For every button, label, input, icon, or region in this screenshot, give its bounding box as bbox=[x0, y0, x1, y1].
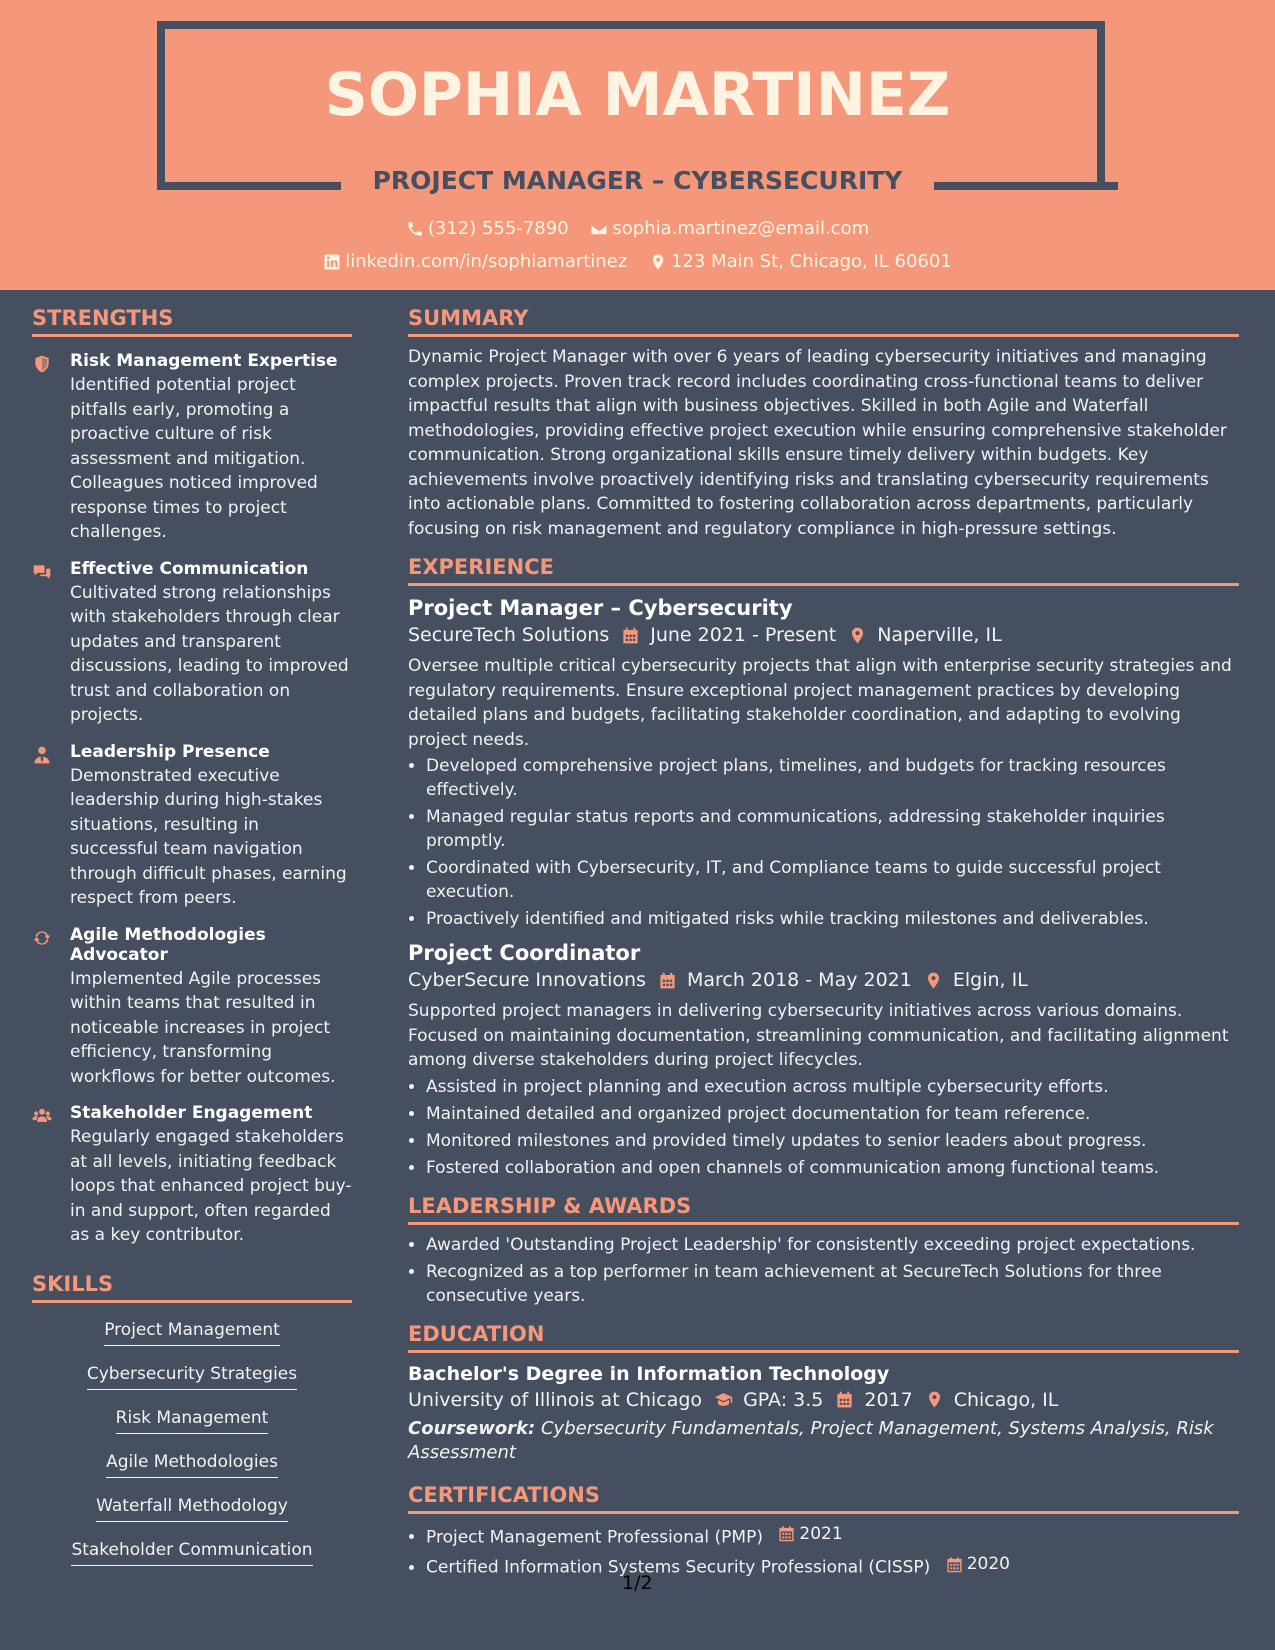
users-icon bbox=[32, 1106, 52, 1126]
strength-item bbox=[32, 925, 352, 1090]
resume-header bbox=[0, 0, 1275, 290]
education-meta bbox=[408, 1389, 1239, 1411]
strength-title: Leadership Presence bbox=[70, 741, 270, 762]
graduation-cap-icon bbox=[714, 1390, 733, 1409]
calendar-icon bbox=[658, 971, 677, 990]
job-meta bbox=[408, 969, 1239, 991]
shield-icon bbox=[32, 354, 52, 374]
certifications-list bbox=[408, 1522, 1239, 1580]
job-bullet: • Coordinated with Cybersecurity, IT, and Compliance teams to guide successful project execution. bbox=[426, 856, 1239, 904]
certification-year: 2021 bbox=[799, 1523, 843, 1544]
job-company: SecureTech Solutions bbox=[408, 624, 610, 646]
strengths-heading: STRENGTHS bbox=[32, 306, 352, 337]
map-marker-icon bbox=[649, 253, 667, 271]
job-entry bbox=[408, 941, 1239, 1180]
job-meta bbox=[408, 624, 1239, 646]
school-name: University of Illinois at Chicago bbox=[408, 1388, 703, 1411]
sync-icon bbox=[32, 928, 52, 948]
strength-item bbox=[32, 351, 352, 545]
skill-item: Cybersecurity Strategies bbox=[87, 1360, 297, 1390]
job-title: Project Manager – Cybersecurity bbox=[408, 596, 793, 620]
candidate-title: PROJECT MANAGER – CYBERSECURITY bbox=[372, 166, 903, 195]
job-location: Elgin, IL bbox=[952, 969, 1028, 991]
degree-title: Bachelor's Degree in Information Technology bbox=[408, 1362, 890, 1385]
job-dates: June 2021 - Present bbox=[650, 624, 837, 646]
strength-title: Stakeholder Engagement bbox=[70, 1103, 313, 1123]
coursework bbox=[408, 1417, 1239, 1465]
job-bullet: • Managed regular status reports and communications, addressing stakeholder inquiries promptly. bbox=[426, 805, 1239, 853]
skill-item: Risk Management bbox=[116, 1404, 269, 1434]
right-column bbox=[408, 306, 1239, 1583]
strength-desc: Regularly engaged stakeholders at all levels, initiating feedback loops that enhanced project buy-in and support, often regarded as a key contributor. bbox=[70, 1127, 352, 1245]
envelope-icon bbox=[590, 220, 608, 238]
certification-year: 2020 bbox=[966, 1554, 1010, 1574]
job-company: CyberSecure Innovations bbox=[408, 969, 646, 991]
skill-item: Waterfall Methodology bbox=[96, 1492, 288, 1522]
strength-item bbox=[32, 1103, 352, 1248]
certification-item bbox=[426, 1552, 1239, 1580]
summary-heading: SUMMARY bbox=[408, 306, 1239, 337]
job-dates: March 2018 - May 2021 bbox=[686, 969, 912, 991]
experience-heading: EXPERIENCE bbox=[408, 555, 1239, 586]
job-bullet: • Assisted in project planning and execution across multiple cybersecurity efforts. bbox=[426, 1075, 1239, 1099]
job-location: Naperville, IL bbox=[877, 624, 1002, 646]
certification-name: Certified Information Systems Security Professional (CISSP) bbox=[426, 1557, 931, 1578]
certification-item bbox=[426, 1522, 1239, 1550]
job-bullet: • Monitored milestones and provided timely updates to senior leaders about progress. bbox=[426, 1129, 1239, 1153]
strength-desc: Implemented Agile processes within teams that resulted in noticeable increases in project efficiency, transforming workflows for better outcomes. bbox=[70, 968, 336, 1087]
skills-list bbox=[32, 1307, 352, 1571]
job-description: Oversee multiple critical cybersecurity projects that align with enterprise security strategies and regulatory requirements. Ensure exceptional project management practices by developing detailed plans and budgets, facilitating stakeholder coordination, and adapting to evolving project needs. bbox=[408, 656, 1232, 750]
strength-desc: Cultivated strong relationships with stakeholders through clear updates and transparent discussions, leading to improved trust and collaboration on projects. bbox=[70, 582, 349, 725]
leadership-heading: LEADERSHIP & AWARDS bbox=[408, 1194, 1239, 1225]
contact-row-2 bbox=[0, 251, 1275, 276]
left-column bbox=[32, 306, 352, 1571]
contact-row-1 bbox=[0, 218, 1275, 243]
graduation-year: 2017 bbox=[864, 1388, 913, 1411]
school-location: Chicago, IL bbox=[953, 1388, 1059, 1411]
certifications-heading: CERTIFICATIONS bbox=[408, 1483, 1239, 1514]
leadership-bullets bbox=[408, 1233, 1239, 1308]
phone-contact: (312) 555-7890 bbox=[406, 218, 569, 239]
strength-desc: Demonstrated executive leadership during high-stakes situations, resulting in successful team navigation through difficult phases, earning respect from peers. bbox=[70, 765, 347, 908]
map-marker-icon bbox=[925, 1390, 944, 1409]
calendar-icon bbox=[621, 626, 640, 645]
strength-title: Agile Methodologies Advocator bbox=[70, 924, 266, 965]
job-bullet: • Fostered collaboration and open channels of communication among functional teams. bbox=[426, 1156, 1239, 1180]
award-bullet: • Awarded 'Outstanding Project Leadership' for consistently exceeding project expectations. bbox=[426, 1233, 1239, 1257]
award-bullet: • Recognized as a top performer in team achievement at SecureTech Solutions for three consecutive years. bbox=[426, 1260, 1239, 1308]
coursework-label: Coursework: bbox=[408, 1417, 536, 1439]
calendar-icon bbox=[835, 1390, 854, 1409]
job-bullet: • Proactively identified and mitigated risks while tracking milestones and deliverables. bbox=[426, 907, 1239, 931]
calendar-icon bbox=[946, 1556, 963, 1573]
education-heading: EDUCATION bbox=[408, 1322, 1239, 1353]
skill-item: Stakeholder Communication bbox=[71, 1536, 312, 1566]
strength-item bbox=[32, 559, 352, 728]
skill-item: Agile Methodologies bbox=[106, 1448, 278, 1478]
map-marker-icon bbox=[848, 626, 867, 645]
strength-title: Risk Management Expertise bbox=[70, 351, 338, 371]
strength-desc: Identified potential project pitfalls early, promoting a proactive culture of risk assessment and mitigation. Colleagues noticed improved response times to project challenges. bbox=[70, 375, 318, 542]
linkedin-contact[interactable]: linkedin.com/in/sophiamartinez bbox=[323, 251, 627, 272]
summary-text: Dynamic Project Manager with over 6 years of leading cybersecurity initiatives and managing complex projects. Proven track record includes coordinating cross-functional teams to deliver impactful results that align with business objectives. Skilled in both Agile and Waterfall methodologies, providing effective project execution while ensuring comprehensive stakeholder communication. Strong organizational skills ensure timely delivery within budgets. Key achievements involve proactively identifying risks and translating cybersecurity requirements into actionable plans. Committed to fostering collaboration across departments, particularly focusing on risk management and regulatory compliance in high-pressure settings. bbox=[408, 347, 1227, 539]
linkedin-icon bbox=[323, 253, 341, 271]
job-entry bbox=[408, 596, 1239, 931]
skill-item: Project Management bbox=[104, 1316, 280, 1346]
address-contact: 123 Main St, Chicago, IL 60601 bbox=[649, 251, 952, 272]
comments-icon bbox=[32, 562, 52, 582]
gpa: GPA: 3.5 bbox=[743, 1388, 824, 1411]
coursework-list: Cybersecurity Fundamentals, Project Management, Systems Analysis, Risk Assessment bbox=[408, 1417, 1214, 1463]
job-description: Supported project managers in delivering cybersecurity initiatives across various domains. Focused on maintaining documentation, streamlining communication, and facilitating alignment among diverse stakeholders during project lifecycles. bbox=[408, 1001, 1229, 1070]
job-title: Project Coordinator bbox=[408, 941, 641, 965]
certification-name: Project Management Professional (PMP) bbox=[426, 1527, 763, 1547]
phone-icon bbox=[406, 220, 424, 238]
job-bullet: • Developed comprehensive project plans, timelines, and budgets for tracking resources effectively. bbox=[426, 754, 1239, 802]
job-bullet: • Maintained detailed and organized project documentation for team reference. bbox=[426, 1102, 1239, 1126]
user-tie-icon bbox=[32, 745, 52, 765]
job-bullets bbox=[408, 1075, 1239, 1180]
job-bullets bbox=[408, 754, 1239, 931]
candidate-name: SOPHIA MARTINEZ bbox=[324, 60, 951, 130]
map-marker-icon bbox=[924, 971, 943, 990]
strength-item bbox=[32, 742, 352, 911]
email-contact[interactable]: sophia.martinez@email.com bbox=[590, 218, 869, 239]
skills-heading: SKILLS bbox=[32, 1272, 352, 1303]
calendar-icon bbox=[778, 1525, 795, 1542]
strength-title: Effective Communication bbox=[70, 558, 309, 579]
page-number: 1/2 bbox=[622, 1572, 653, 1594]
